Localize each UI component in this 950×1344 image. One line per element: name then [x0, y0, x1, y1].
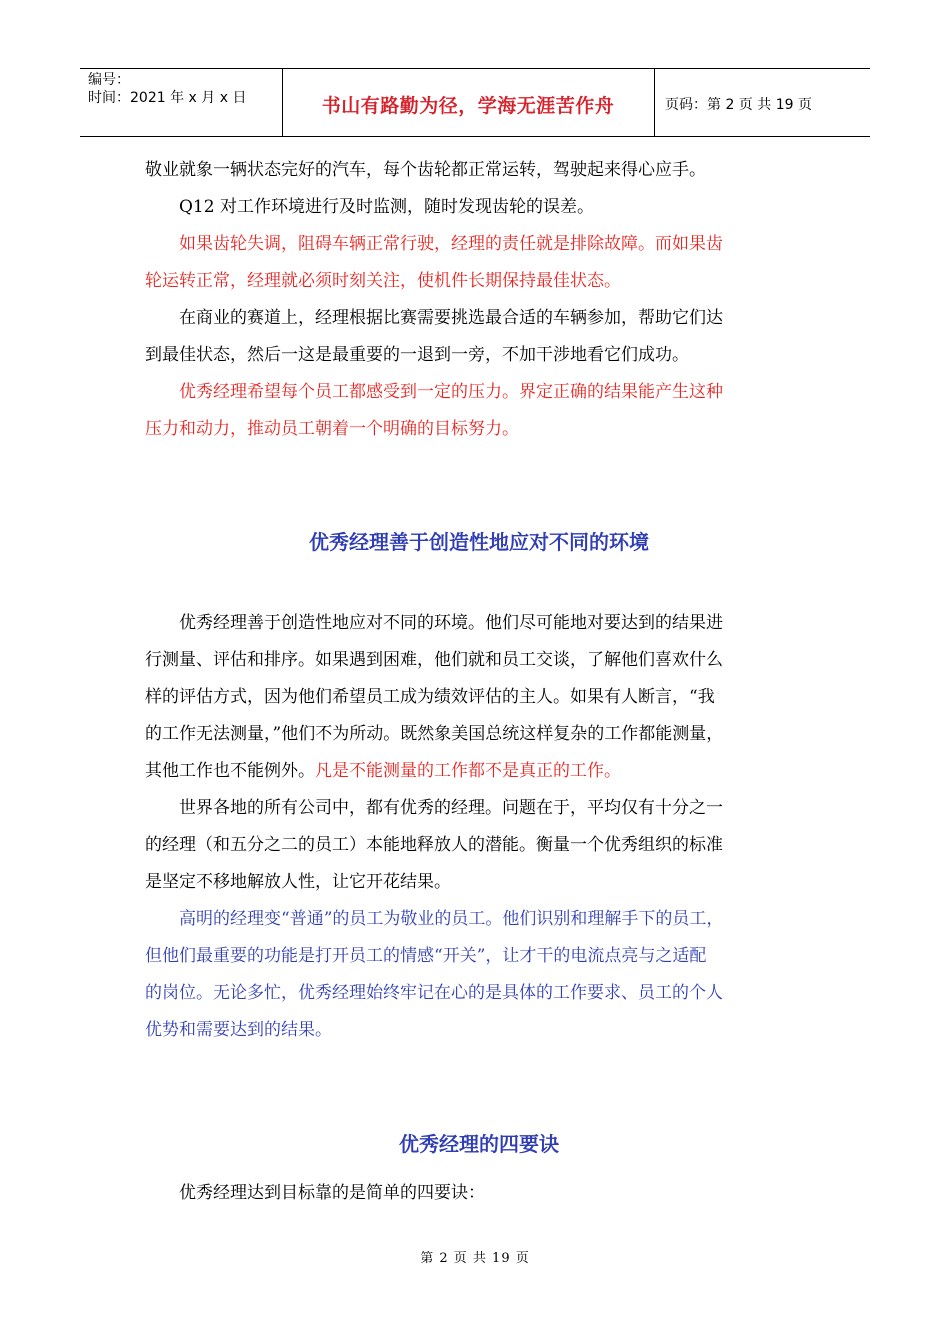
- paragraph-line: 行测量、评估和排序。如果遇到困难，他们就和员工交谈，了解他们喜欢什么: [145, 650, 723, 670]
- paragraph-line: 优秀经理达到目标靠的是简单的四要诀：: [179, 1183, 485, 1203]
- doc-number-label: 编号：: [88, 72, 130, 88]
- paragraph-line: 世界各地的所有公司中，都有优秀的经理。问题在于，平均仅有十分之一: [179, 798, 723, 818]
- paragraph-line: 优秀经理善于创造性地应对不同的环境。他们尽可能地对要达到的结果进: [179, 613, 723, 633]
- page-header: [80, 68, 870, 137]
- header-motto-cell: [282, 69, 655, 136]
- paragraph-line: 是坚定不移地解放人性，让它开花结果。: [145, 872, 451, 892]
- doc-time-label: 时间：2021 年 x 月 x 日: [88, 90, 247, 106]
- paragraph-line: 在商业的赛道上，经理根据比赛需要挑选最合适的车辆参加，帮助它们达: [179, 308, 723, 328]
- header-meta-cell: [80, 69, 283, 136]
- paragraph-line: 高明的经理变“普通”的员工为敬业的员工。他们识别和理解手下的员工，: [179, 909, 724, 929]
- paragraph-line: 压力和动力，推动员工朝着一个明确的目标努力。: [145, 419, 519, 439]
- section-heading: 优秀经理的四要诀: [399, 1132, 559, 1156]
- paragraph-line: 如果齿轮失调，阻碍车辆正常行驶，经理的责任就是排除故障。而如果齿: [179, 234, 723, 254]
- paragraph-line: 的岗位。无论多忙，优秀经理始终牢记在心的是具体的工作要求、员工的个人: [145, 983, 723, 1003]
- paragraph-line: 敬业就象一辆状态完好的汽车，每个齿轮都正常运转，驾驶起来得心应手。: [145, 160, 706, 180]
- paragraph-line: 的工作无法测量，”他们不为所动。既然象美国总统这样复杂的工作都能测量，: [145, 724, 724, 744]
- page-footer: 第 2 页 共 19 页: [420, 1251, 530, 1266]
- paragraph-line: 优势和需要达到的结果。: [145, 1020, 332, 1040]
- paragraph-line: 轮运转正常，经理就必须时刻关注，使机件长期保持最佳状态。: [145, 271, 621, 291]
- paragraph-line: 但他们最重要的功能是打开员工的情感“开关”，让才干的电流点亮与之适配: [145, 946, 707, 966]
- paragraph-line: [145, 753, 813, 790]
- header-page-info: 页码：第 2 页 共 19 页: [665, 97, 812, 113]
- header-motto: 书山有路勤为径，学海无涯苦作舟: [321, 95, 615, 117]
- paragraph-line: Q12 对工作环境进行及时监测，随时发现齿轮的误差。: [179, 197, 594, 217]
- paragraph-line: 优秀经理希望每个员工都感受到一定的压力。界定正确的结果能产生这种: [179, 382, 723, 402]
- paragraph-line: 到最佳状态，然后一这是最重要的一退到一旁，不加干涉地看它们成功。: [145, 345, 689, 365]
- paragraph-line: 的经理（和五分之二的员工）本能地释放人的潜能。衡量一个优秀组织的标准: [145, 835, 723, 855]
- section-heading: 优秀经理善于创造性地应对不同的环境: [309, 530, 649, 554]
- paragraph-line: 样的评估方式，因为他们希望员工成为绩效评估的主人。如果有人断言，“我: [145, 687, 715, 707]
- highlighted-text: 凡是不能测量的工作都不是真正的工作。: [315, 761, 621, 781]
- paragraph-text: 其他工作也不能例外。: [145, 761, 315, 781]
- header-page-cell: [655, 69, 870, 136]
